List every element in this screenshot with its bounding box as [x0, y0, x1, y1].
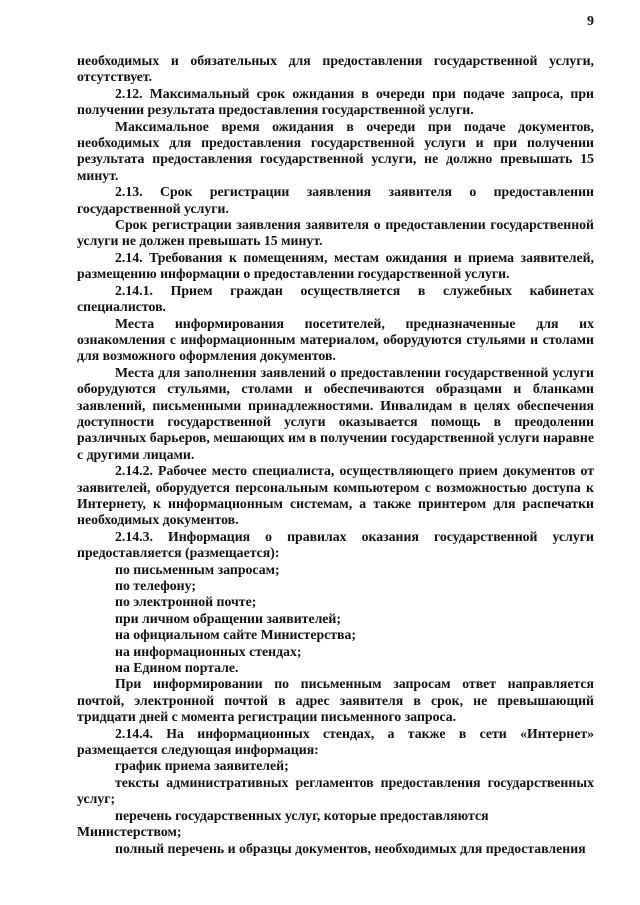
paragraph: тексты административных регламентов предоставления государственных услуг; [77, 774, 594, 807]
list-item: на информационных стендах; [115, 643, 302, 659]
paragraph: 2.14.3. Информация о правилах оказания государственной услуги предоставляется (размещается): [77, 528, 594, 561]
paragraph: При информировании по письменным запросам ответ направляется почтой, электронной почтой в адрес заявителя в срок, не превышающий тридцати дней с момента регистрации письменного запроса. [77, 676, 594, 725]
list-item: по электронной почте; [115, 594, 257, 610]
list-item: на официальном сайте Министерства; [115, 627, 356, 643]
paragraph: 2.14.1. Прием граждан осуществляется в служебных кабинетах специалистов. [77, 282, 594, 315]
paragraph: Максимальное время ожидания в очереди при подаче документов, необходимых для предоставления государственной услуги и при получении результата предоставления государственной услуги, не должно превышать 15 минут. [77, 118, 594, 183]
paragraph: 2.13. Срок регистрации заявления заявителя о предоставлении государственной услуги. [77, 184, 594, 216]
list-item: по телефону; [115, 578, 196, 593]
document-body [77, 53, 594, 857]
paragraph: Срок регистрации заявления заявителя о предоставлении государственной услуги не должен превышать 15 минут. [77, 217, 594, 249]
paragraph: Места для заполнения заявлений о предоставлении государственной услуги оборудуются стульями, столами и обеспечиваются образцами и бланками заявлений, письменными принадлежностями. Инвалидам в целях обеспечения доступности государственной услуги оказывается помощь в преодолении различных барьеров, мешающих им в получении государственной услуги наравне с другими лицами. [77, 364, 594, 462]
paragraph: 2.14.4. На информационных стендах, а также в сети «Интернет» размещается следующая информация: [77, 725, 594, 758]
paragraph: полный перечень и образцы документов, необходимых для предоставления [115, 840, 586, 856]
list-item: при личном обращении заявителей; [115, 610, 341, 626]
paragraph: 2.14.2. Рабочее место специалиста, осуществляющего прием документов от заявителей, оборудуется персональным компьютером с возможностью доступа к Интернету, к информационным системам, а также принтером для распечатки необходимых документов. [77, 463, 594, 528]
page-number: 9 [587, 14, 594, 29]
list-item: график приема заявителей; [115, 758, 289, 774]
list-item: по письменным запросам; [115, 561, 280, 577]
list-item: на Едином портале. [115, 660, 239, 676]
paragraph: необходимых и обязательных для предоставления государственной услуги, отсутствует. [77, 53, 594, 85]
list-item: перечень государственных услуг, которые предоставляются Министерством; [77, 807, 489, 840]
paragraph: 2.14. Требования к помещениям, местам ожидания и приема заявителей, размещению информации о предоставлении государственной услуги. [77, 249, 594, 282]
paragraph: 2.12. Максимальный срок ожидания в очереди при подаче запроса, при получении результата предоставления государственной услуги. [77, 85, 594, 118]
paragraph: Места информирования посетителей, предназначенные для их ознакомления с информационным материалом, оборудуются стульями и столами для возможного оформления документов. [77, 315, 594, 364]
